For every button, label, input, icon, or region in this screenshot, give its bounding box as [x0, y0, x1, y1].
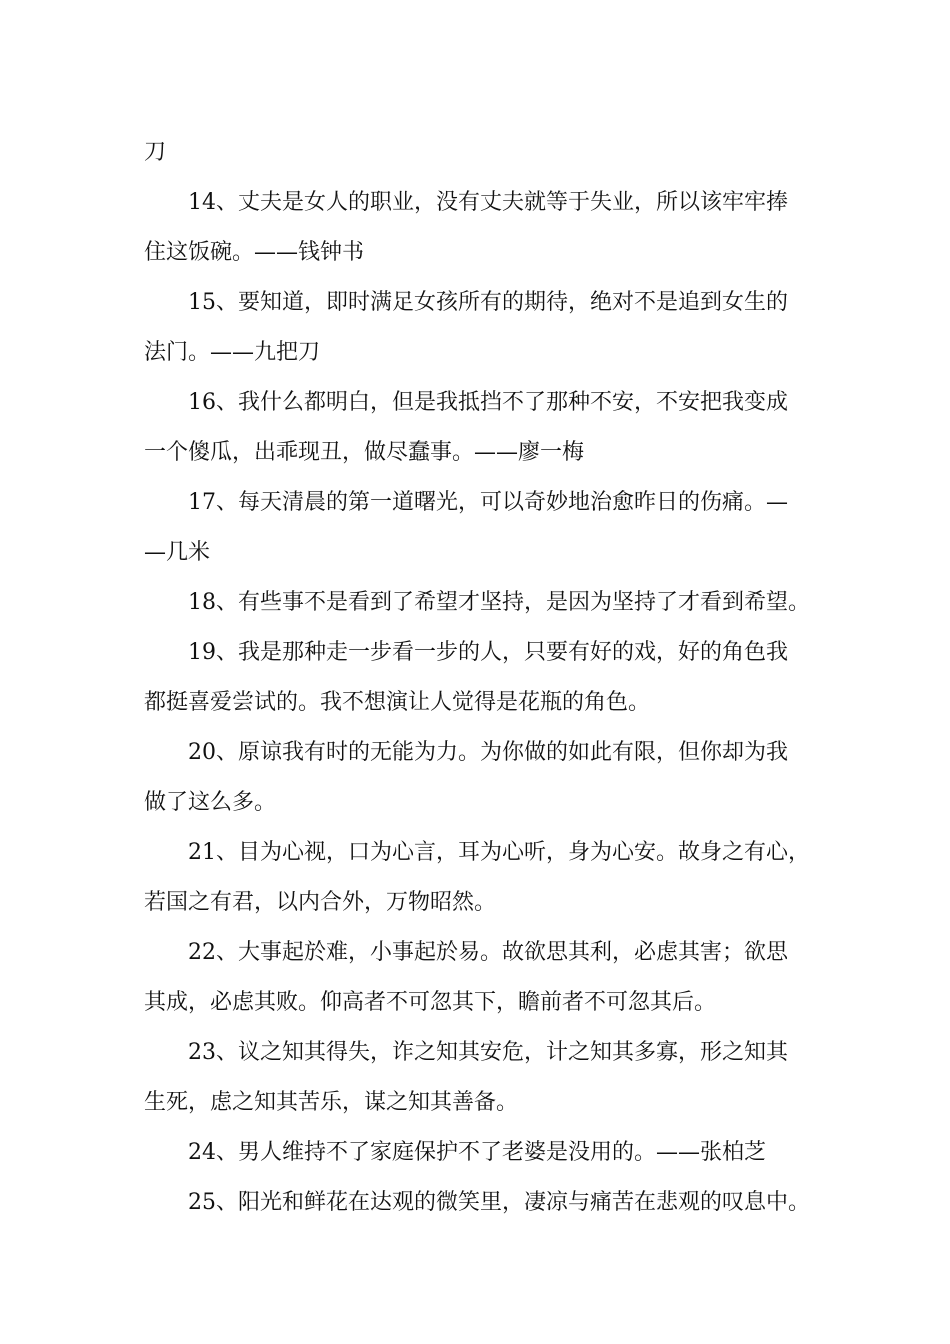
quote-paragraph-16: 16、我什么都明白，但是我抵挡不了那种不安，不安把我变成 一个傻瓜，出乖现丑，做尽蠢事。——廖一梅 — [144, 390, 788, 465]
quote-paragraph-23: 23、议之知其得失，诈之知其安危，计之知其多寡，形之知其 生死，虑之知其苦乐，谋之知其善备。 — [144, 1040, 788, 1115]
quote-paragraph-18: 18、有些事不是看到了希望才坚持，是因为坚持了才看到希望。 — [188, 590, 810, 615]
quote-paragraph-22: 22、大事起於难，小事起於易。故欲思其利，必虑其害；欲思 其成，必虑其败。仰高者不可忽其下，瞻前者不可忽其后。 — [144, 940, 788, 1015]
quote-paragraph-14: 14、丈夫是女人的职业，没有丈夫就等于失业，所以该牢牢捧 住这饭碗。——钱钟书 — [144, 190, 788, 265]
quote-paragraph-25: 25、阳光和鲜花在达观的微笑里，凄凉与痛苦在悲观的叹息中。 — [188, 1190, 810, 1215]
quote-paragraph-24: 24、男人维持不了家庭保护不了老婆是没用的。——张柏芝 — [188, 1140, 766, 1165]
quote-paragraph-19: 19、我是那种走一步看一步的人，只要有好的戏，好的角色我 都挺喜爱尝试的。我不想演让人觉得是花瓶的角色。 — [144, 640, 788, 715]
quote-paragraph-21: 21、目为心视，口为心言，耳为心听，身为心安。故身之有心， 若国之有君，以内合外，万物昭然。 — [144, 840, 810, 915]
quote-paragraph-15: 15、要知道，即时满足女孩所有的期待，绝对不是追到女生的 法门。——九把刀 — [144, 290, 788, 365]
document-body — [144, 128, 834, 1228]
quote-paragraph-20: 20、原谅我有时的无能为力。为你做的如此有限，但你却为我 做了这么多。 — [144, 740, 788, 815]
continuation-fragment: 刀 — [144, 140, 167, 165]
quote-paragraph-17: 17、每天清晨的第一道曙光，可以奇妙地治愈昨日的伤痛。— —几米 — [144, 490, 788, 565]
